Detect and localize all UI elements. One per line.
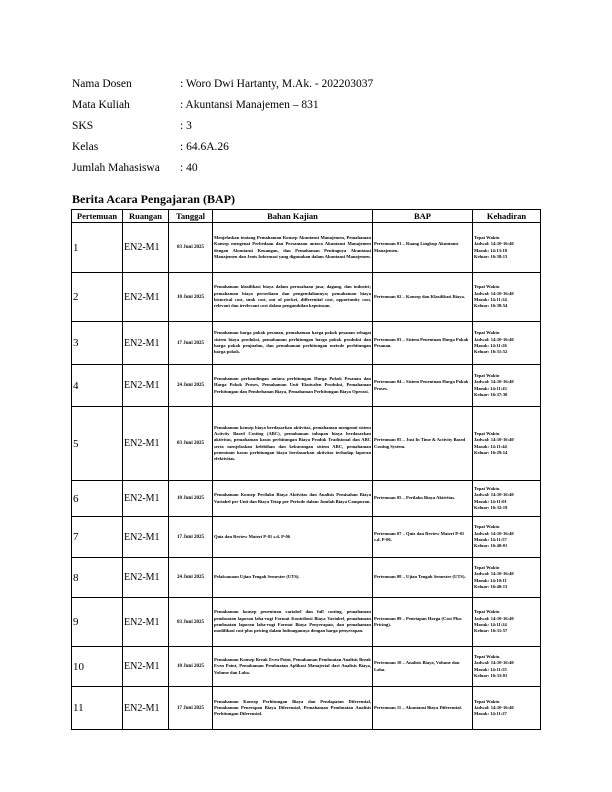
attendance-line: Keluar: 16:37:30 bbox=[474, 391, 508, 397]
row-bahan-kajian: Pelaksanaan Ujian Tengah Semester (UTS). bbox=[213, 558, 373, 598]
row-kehadiran bbox=[473, 322, 541, 365]
attendance-line: Masuk: 14:13:10 bbox=[474, 247, 508, 253]
row-number: 2 bbox=[72, 273, 123, 322]
attendance-line: Masuk: 14:11:34 bbox=[474, 297, 507, 302]
info-row bbox=[72, 158, 373, 179]
section-title: Berita Acara Pengajaran (BAP) bbox=[72, 192, 235, 206]
row-bap: Pertemuan 01 – Ruang Lingkup Akuntansi Manajemen. bbox=[373, 223, 473, 273]
row-date: 24 Juni 2025 bbox=[169, 558, 213, 598]
info-row bbox=[72, 137, 373, 158]
header-kehadiran: Kehadiran bbox=[473, 210, 541, 223]
row-bahan-kajian: Pemahaman perbandingan antara perhitungan Harga Pokok Pesanan dan Harga Pokok Proses, Pemahaman Unit Ekuivalen Produksi, Pemahaman Perhitungan dan Pembebanan Biaya, Pemahaman Perhitungan Biaya Operasi. bbox=[213, 365, 373, 407]
row-room: EN2-M1 bbox=[123, 558, 169, 598]
row-date: 17 Juni 2025 bbox=[169, 517, 213, 558]
info-value: : Woro Dwi Hartanty, M.Ak. - 202203037 bbox=[180, 78, 374, 90]
attendance-line: Jadwal: 14:10-16:40 bbox=[474, 492, 514, 498]
header-bahan-kajian: Bahan Kajian bbox=[213, 210, 373, 223]
info-value: : 3 bbox=[180, 120, 192, 132]
row-number: 3 bbox=[72, 322, 123, 365]
attendance-line: Tepat Waktu bbox=[474, 372, 500, 378]
attendance-line: Tepat Waktu bbox=[474, 485, 500, 491]
row-bap: Pertemuan 11 – Akuntansi Biaya Diferensial. bbox=[373, 687, 473, 730]
header-bap: BAP bbox=[373, 210, 473, 223]
attendance-line: Tepat Waktu bbox=[474, 653, 500, 659]
table-row bbox=[72, 407, 541, 481]
attendance-line: Tepat Waktu bbox=[474, 430, 500, 436]
row-kehadiran bbox=[473, 365, 541, 407]
attendance-line: Masuk: 14:11:44 bbox=[474, 443, 507, 449]
table-row bbox=[72, 223, 541, 273]
row-number: 11 bbox=[72, 687, 123, 730]
row-room: EN2-M1 bbox=[123, 481, 169, 517]
row-kehadiran bbox=[473, 407, 541, 481]
info-label: Kelas bbox=[72, 141, 99, 153]
info-label: Jumlah Mahasiswa bbox=[72, 162, 160, 174]
table-row bbox=[72, 687, 541, 730]
row-number: 4 bbox=[72, 365, 123, 407]
table-row bbox=[72, 558, 541, 598]
attendance-line: Jadwal: 14:10-16:40 bbox=[474, 379, 514, 385]
course-info bbox=[72, 74, 373, 179]
row-room: EN2-M1 bbox=[123, 365, 169, 407]
header-ruangan: Ruangan bbox=[123, 210, 169, 223]
attendance-line: Jadwal: 14:10-16:40 bbox=[474, 241, 514, 247]
table-row bbox=[72, 481, 541, 517]
row-number: 5 bbox=[72, 407, 123, 481]
row-bap: Pertemuan 04 – Sistem Penentuan Harga Pokok Proses. bbox=[373, 365, 473, 407]
row-bap: Pertemuan 09 – Penetapan Harga (Cost Plus Pricing). bbox=[373, 598, 473, 647]
row-number: 6 bbox=[72, 481, 123, 517]
row-room: EN2-M1 bbox=[123, 407, 169, 481]
row-bahan-kajian: Pemahaman konsep biaya berdasarkan aktivitas, pemahaman mengenai sistem Activity Based Costing (ABC), pemahaman tahapan biaya berdasarkan aktivitas, pemahaman kasus perhitungan Biaya Produk Tradisional dan ABC serta menjelaskan kelebihan dan kekurangan sistem ABC, pemahaman penentuan kasus perhitungan biaya berdasarkan aktivitas terhadap laporan efektivitas. bbox=[213, 407, 373, 481]
row-number: 7 bbox=[72, 517, 123, 558]
attendance-line: Masuk: 14:11:27 bbox=[474, 711, 507, 717]
info-row bbox=[72, 116, 373, 137]
table-row bbox=[72, 647, 541, 687]
attendance-line: Tepat Waktu bbox=[474, 609, 500, 615]
row-date: 24 Juni 2025 bbox=[169, 365, 213, 407]
info-label: Nama Dosen bbox=[72, 78, 132, 90]
info-label: Mata Kuliah bbox=[72, 99, 130, 111]
row-room: EN2-M1 bbox=[123, 223, 169, 273]
attendance-line: Masuk: 14:11:55 bbox=[474, 666, 507, 672]
table-row bbox=[72, 365, 541, 407]
attendance-line: Keluar: 16:31:57 bbox=[474, 628, 508, 634]
attendance-line: Masuk: 14:11:26 bbox=[474, 343, 507, 348]
row-bahan-kajian: Quiz dan Review Materi P-01 s.d. P-06 bbox=[213, 517, 373, 558]
attendance-line: Masuk: 14:11:24 bbox=[474, 622, 507, 627]
row-bahan-kajian: Pemahaman Konsep Perilaku Biaya Aktivitas dan Analisis Pemisahan Biaya Variabel per Unit dan Biaya Tetap per Periode dalam Jumlah Biaya Campuran. bbox=[213, 481, 373, 517]
row-bap: Pertemuan 05 – Just In Time & Activity Based Costing System. bbox=[373, 407, 473, 481]
header-tanggal: Tanggal bbox=[169, 210, 213, 223]
row-kehadiran bbox=[473, 481, 541, 517]
row-bahan-kajian: Pemahaman konsep penentuan variabel dan full costing, pemahaman pembuatan laporan laba-rugi Format Kontribusi Biaya Variabel, pemahaman pembuatan laporan laba-rugi Format Biaya Penyerapan, dan pemahaman modifikasi cost plus pricing dalam hubungannya dengan harga penyerapan. bbox=[213, 598, 373, 647]
row-bap: Pertemuan 08 – Ujian Tengah Semester (UTS). bbox=[373, 558, 473, 598]
attendance-line: Masuk: 14:11:57 bbox=[474, 537, 507, 542]
info-row bbox=[72, 95, 373, 116]
row-date: 10 Juni 2025 bbox=[169, 273, 213, 322]
row-number: 10 bbox=[72, 647, 123, 687]
attendance-line: Jadwal: 14:10-16:40 bbox=[474, 437, 514, 443]
attendance-line: Tepat Waktu bbox=[474, 698, 500, 704]
bap-table bbox=[71, 209, 541, 730]
row-date: 17 Juni 2025 bbox=[169, 687, 213, 730]
row-bahan-kajian: Pemahaman klasifikasi biaya dalam perusahaan jasa, dagang, dan industri; pemahaman biaya persediaan dan pengendaliannya; pemahaman biaya historical cost, sunk cost, out of pocket, differential cost, opportunity cost, relevant dan irrelevant cost dalam pengambilan keputusan. bbox=[213, 273, 373, 322]
attendance-line: Keluar: 16:40:13 bbox=[474, 583, 508, 589]
attendance-line: Jadwal: 14:10-16:40 bbox=[474, 571, 514, 577]
info-value: : 40 bbox=[180, 162, 198, 174]
row-bap: Pertemuan 10 – Analisis Biaya, Volume dan Laba. bbox=[373, 647, 473, 687]
attendance-line: Masuk: 14:11:43 bbox=[474, 385, 507, 391]
attendance-line: Jadwal: 14:10-16:40 bbox=[474, 290, 514, 296]
row-room: EN2-M1 bbox=[123, 322, 169, 365]
row-bap: Pertemuan 07 – Quiz dan Review Materi P-01 s.d. P-06. bbox=[373, 517, 473, 558]
attendance-line: Jadwal: 14:10-16:40 bbox=[474, 704, 514, 710]
table-row bbox=[72, 517, 541, 558]
table-row bbox=[72, 598, 541, 647]
info-value: : 64.6A.26 bbox=[180, 141, 229, 153]
row-kehadiran bbox=[473, 558, 541, 598]
header-pertemuan: Pertemuan bbox=[72, 210, 123, 223]
row-kehadiran bbox=[473, 517, 541, 558]
row-room: EN2-M1 bbox=[123, 273, 169, 322]
attendance-line: Tepat Waktu bbox=[474, 284, 500, 290]
row-bap: Pertemuan 03 – Sistem Penentuan Harga Pokok Pesanan. bbox=[373, 322, 473, 365]
row-bahan-kajian: Pemahaman Konsep Break Even Point, Pemahaman Pembuatan Analisis Break Even Point, Pemahaman Pembuatan Aplikasi Manajerial dari Analisis Biaya, Volume dan Laba. bbox=[213, 647, 373, 687]
attendance-line: Keluar: 16:32:19 bbox=[474, 504, 508, 510]
row-bahan-kajian: Pemahaman Konsep Perhitungan Biaya dan Pendapatan Diferensial, Pemahaman Penerapan Biaya Diferensial, Pemahaman Pembuatan Analisis Perhitungan Diferensial. bbox=[213, 687, 373, 730]
attendance-line: Tepat Waktu bbox=[474, 330, 500, 336]
row-date: 03 Juni 2025 bbox=[169, 598, 213, 647]
row-room: EN2-M1 bbox=[123, 517, 169, 558]
attendance-line: Jadwal: 14:10-16:40 bbox=[474, 615, 514, 621]
info-value: : Akuntansi Manajemen – 831 bbox=[180, 99, 319, 111]
info-label: SKS bbox=[72, 120, 94, 132]
attendance-line: Keluar: 16:33:01 bbox=[474, 672, 508, 678]
row-number: 9 bbox=[72, 598, 123, 647]
attendance-line: Keluar: 16:40:01 bbox=[474, 543, 508, 549]
row-bap: Pertemuan 02 – Konsep dan Klasifikasi Biaya. bbox=[373, 273, 473, 322]
table-row bbox=[72, 322, 541, 365]
row-room: EN2-M1 bbox=[123, 598, 169, 647]
attendance-line: Jadwal: 14:10-16:40 bbox=[474, 660, 514, 666]
row-kehadiran bbox=[473, 647, 541, 687]
row-date: 17 Juni 2025 bbox=[169, 322, 213, 365]
row-kehadiran bbox=[473, 223, 541, 273]
attendance-line: Tepat Waktu bbox=[474, 524, 500, 530]
attendance-line: Keluar: 16:31:52 bbox=[474, 349, 508, 355]
attendance-line: Keluar: 16:38:54 bbox=[474, 303, 508, 309]
attendance-line: Masuk: 14:10:11 bbox=[474, 577, 507, 583]
attendance-line: Tepat Waktu bbox=[474, 564, 500, 570]
row-room: EN2-M1 bbox=[123, 687, 169, 730]
attendance-line: Jadwal: 14:10-16:40 bbox=[474, 336, 514, 342]
row-bap: Pertemuan 05 – Perilaku Biaya Aktivitas. bbox=[373, 481, 473, 517]
attendance-line: Keluar: 16:29:14 bbox=[474, 449, 508, 455]
table-row bbox=[72, 273, 541, 322]
table-header-row bbox=[72, 210, 541, 223]
attendance-line: Jadwal: 14:10-16:40 bbox=[474, 530, 514, 536]
attendance-line: Tepat Waktu bbox=[474, 234, 500, 240]
attendance-line: Masuk: 14:11:01 bbox=[474, 498, 507, 504]
row-bahan-kajian: Pemahaman harga pokok pesanan, pemahaman harga pokok pesanan sebagai sistem biaya produksi, pemahaman perhitungan harga pokok produksi dan harga pokok penjualan, dan pemahaman perhitungan metode perhitungan harga pokok. bbox=[213, 322, 373, 365]
row-bahan-kajian: Menjelaskan tentang Pemahaman Konsep Akuntansi Manajemen, Pemahaman Konsep mengenai Perbedaan dan Persamaan antara Akuntansi Manajemen dengan Akuntansi Keuangan, dan Pemahaman Pentingnya Akuntansi Manajemen dan Jenis Informasi yang digunakan dalam Akuntansi Manajemen. bbox=[213, 223, 373, 273]
row-number: 1 bbox=[72, 223, 123, 273]
row-kehadiran bbox=[473, 687, 541, 730]
attendance-line: Keluar: 16:38:13 bbox=[474, 253, 508, 259]
row-room: EN2-M1 bbox=[123, 647, 169, 687]
row-number: 8 bbox=[72, 558, 123, 598]
row-date: 10 Juni 2025 bbox=[169, 481, 213, 517]
row-kehadiran bbox=[473, 273, 541, 322]
row-kehadiran bbox=[473, 598, 541, 647]
row-date: 03 Juni 2025 bbox=[169, 407, 213, 481]
info-row bbox=[72, 74, 373, 95]
row-date: 10 Juni 2025 bbox=[169, 647, 213, 687]
row-date: 03 Juni 2025 bbox=[169, 223, 213, 273]
